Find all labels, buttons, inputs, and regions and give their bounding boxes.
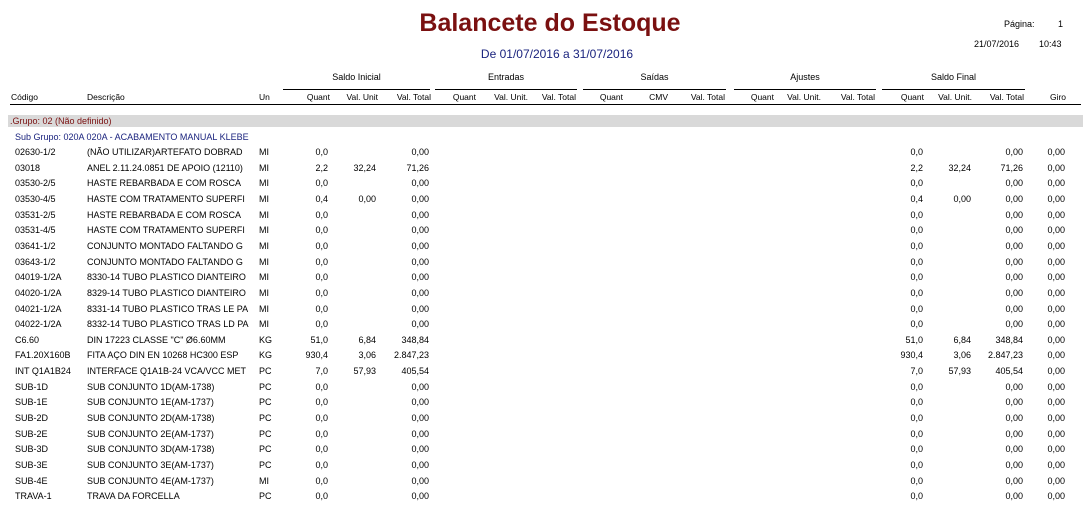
cell-si-val-total: 0,00 [411,210,429,220]
cell-codigo: 02630-1/2 [15,147,56,157]
subgroup-label: Sub Grupo: 020A 020A - ACABAMENTO MANUAL KLEBE [15,132,249,142]
cell-codigo: SUB-2E [15,429,48,439]
group-divider [283,89,430,90]
cell-giro: 0,00 [1047,350,1065,360]
col-en-val-unit: Val. Unit. [494,92,528,102]
cell-descricao: CONJUNTO MONTADO FALTANDO G [87,241,243,251]
cell-sf-val-total: 405,54 [995,366,1023,376]
cell-un: MI [259,178,269,188]
cell-sf-quant: 0,0 [910,241,923,251]
cell-si-val-total: 0,00 [411,397,429,407]
report-time: 10:43 [1039,39,1062,49]
cell-descricao: HASTE COM TRATAMENTO SUPERFI [87,225,245,235]
group-label: .Grupo: 02 (Não definido) [10,116,112,126]
cell-codigo: 04020-1/2A [15,288,62,298]
cell-sf-quant: 0,0 [910,257,923,267]
cell-descricao: 8329-14 TUBO PLASTICO DIANTEIRO [87,288,246,298]
col-giro: Giro [1049,92,1066,102]
cell-sf-val-total: 0,00 [1005,210,1023,220]
cell-un: MI [259,319,269,329]
cell-giro: 0,00 [1047,163,1065,173]
cell-codigo: TRAVA-1 [15,491,52,501]
cell-codigo: 03531-2/5 [15,210,56,220]
cell-sf-val-total: 0,00 [1005,304,1023,314]
cell-codigo: SUB-1D [15,382,49,392]
cell-giro: 0,00 [1047,210,1065,220]
cell-si-val-total: 0,00 [411,272,429,282]
col-en-val-total: Val. Total [541,92,576,102]
col-sf-val-unit: Val. Unit. [938,92,972,102]
cell-sf-quant: 0,0 [910,413,923,423]
cell-sf-quant: 7,0 [910,366,923,376]
cell-sf-quant: 2,2 [910,163,923,173]
group-saldo-inicial: Saldo Inicial [332,72,381,82]
cell-un: MI [259,210,269,220]
cell-sf-quant: 0,4 [910,194,923,204]
col-codigo: Código [11,92,38,102]
cell-si-val-unit: 57,93 [353,366,376,376]
cell-codigo: SUB-4E [15,476,48,486]
cell-un: MI [259,272,269,282]
cell-un: PC [259,429,272,439]
cell-codigo: 03643-1/2 [15,257,56,267]
cell-si-val-total: 71,26 [406,163,429,173]
cell-giro: 0,00 [1047,366,1065,376]
cell-si-val-total: 0,00 [411,491,429,501]
cell-sf-quant: 0,0 [910,491,923,501]
cell-si-quant: 0,0 [315,272,328,282]
cell-sf-quant: 0,0 [910,397,923,407]
cell-sf-quant: 0,0 [910,272,923,282]
cell-si-val-total: 0,00 [411,194,429,204]
cell-giro: 0,00 [1047,382,1065,392]
cell-si-val-total: 348,84 [401,335,429,345]
col-si-quant: Quant [306,92,330,102]
cell-sf-val-total: 0,00 [1005,319,1023,329]
cell-si-quant: 0,0 [315,476,328,486]
cell-giro: 0,00 [1047,397,1065,407]
col-aj-quant: Quant [750,92,774,102]
cell-si-quant: 0,0 [315,178,328,188]
cell-si-val-total: 0,00 [411,241,429,251]
cell-sf-val-total: 2.847,23 [987,350,1023,360]
cell-descricao: 8330-14 TUBO PLASTICO DIANTEIRO [87,272,246,282]
cell-codigo: SUB-1E [15,397,48,407]
cell-descricao: HASTE COM TRATAMENTO SUPERFI [87,194,245,204]
cell-si-quant: 7,0 [315,366,328,376]
cell-un: PC [259,397,272,407]
cell-un: KG [259,335,273,345]
group-divider [435,89,577,90]
cell-si-quant: 0,0 [315,397,328,407]
col-aj-val-total: Val. Total [840,92,875,102]
cell-si-quant: 0,0 [315,241,328,251]
cell-giro: 0,00 [1047,304,1065,314]
cell-si-val-unit: 32,24 [353,163,376,173]
cell-sf-quant: 0,0 [910,210,923,220]
cell-si-val-total: 0,00 [411,382,429,392]
cell-descricao: 8331-14 TUBO PLASTICO TRAS LE PA [87,304,249,314]
cell-sf-val-unit: 3,06 [953,350,971,360]
cell-un: MI [259,476,269,486]
cell-si-val-total: 405,54 [401,366,429,376]
col-aj-val-unit: Val. Unit. [787,92,821,102]
group-saldo-final: Saldo Final [930,72,977,82]
cell-descricao: SUB CONJUNTO 2E(AM-1737) [87,429,214,439]
cell-sf-val-total: 0,00 [1005,429,1023,439]
cell-sf-val-unit: 57,93 [948,366,971,376]
cell-giro: 0,00 [1047,491,1065,501]
cell-si-quant: 0,0 [315,304,328,314]
cell-giro: 0,00 [1047,460,1065,470]
cell-si-quant: 0,0 [315,257,328,267]
report-date: 21/07/2016 [974,39,1020,49]
group-divider [734,89,876,90]
header-rule [10,104,1081,105]
cell-un: PC [259,382,272,392]
cell-un: PC [259,460,272,470]
cell-descricao: FITA AÇO DIN EN 10268 HC300 ESP [87,350,239,360]
cell-descricao: DIN 17223 CLASSE "C" Ø6.60MM [87,335,226,345]
cell-descricao: SUB CONJUNTO 1D(AM-1738) [87,382,215,392]
cell-descricao: HASTE REBARBADA E COM ROSCA [87,210,242,220]
cell-si-quant: 0,0 [315,147,328,157]
cell-codigo: SUB-2D [15,413,49,423]
cell-sf-val-total: 0,00 [1005,178,1023,188]
cell-si-quant: 0,0 [315,225,328,235]
cell-sf-val-total: 0,00 [1005,476,1023,486]
cell-sf-quant: 0,0 [910,382,923,392]
cell-codigo: 03531-4/5 [15,225,56,235]
cell-un: MI [259,288,269,298]
cell-sf-val-unit: 0,00 [953,194,971,204]
cell-sf-val-total: 0,00 [1005,382,1023,392]
cell-codigo: 04021-1/2A [15,304,62,314]
cell-sf-quant: 0,0 [910,288,923,298]
cell-sf-quant: 0,0 [910,444,923,454]
cell-codigo: 03530-2/5 [15,178,56,188]
cell-descricao: ANEL 2.11.24.0851 DE APOIO (12110) [87,163,243,173]
cell-codigo: 03641-1/2 [15,241,56,251]
cell-descricao: SUB CONJUNTO 4E(AM-1737) [87,476,214,486]
cell-si-quant: 0,0 [315,460,328,470]
cell-descricao: HASTE REBARBADA E COM ROSCA [87,178,242,188]
cell-sf-val-total: 348,84 [995,335,1023,345]
col-un: Un [259,92,270,102]
cell-sf-quant: 0,0 [910,147,923,157]
col-sf-val-total: Val. Total [989,92,1024,102]
cell-si-quant: 930,4 [305,350,328,360]
col-si-val-unit: Val. Unit [346,92,378,102]
report-period: De 01/07/2016 a 31/07/2016 [480,47,634,61]
cell-sf-val-total: 0,00 [1005,288,1023,298]
cell-si-val-total: 0,00 [411,413,429,423]
cell-giro: 0,00 [1047,147,1065,157]
cell-un: PC [259,366,272,376]
cell-sf-val-total: 0,00 [1005,272,1023,282]
cell-sf-val-total: 0,00 [1005,225,1023,235]
cell-descricao: SUB CONJUNTO 3D(AM-1738) [87,444,215,454]
cell-sf-quant: 0,0 [910,429,923,439]
group-divider [583,89,726,90]
cell-codigo: 04019-1/2A [15,272,62,282]
cell-un: MI [259,225,269,235]
cell-si-quant: 0,0 [315,210,328,220]
cell-si-quant: 0,0 [315,429,328,439]
cell-sf-val-total: 0,00 [1005,194,1023,204]
col-sa-quant: Quant [599,92,623,102]
cell-si-quant: 0,0 [315,413,328,423]
group-entradas: Entradas [487,72,525,82]
cell-giro: 0,00 [1047,194,1065,204]
cell-giro: 0,00 [1047,429,1065,439]
cell-giro: 0,00 [1047,225,1065,235]
cell-sf-val-total: 0,00 [1005,241,1023,251]
cell-giro: 0,00 [1047,413,1065,423]
cell-si-val-total: 0,00 [411,476,429,486]
cell-si-quant: 51,0 [310,335,328,345]
cell-un: PC [259,491,272,501]
cell-sf-quant: 0,0 [910,319,923,329]
cell-descricao: CONJUNTO MONTADO FALTANDO G [87,257,243,267]
cell-si-quant: 0,0 [315,382,328,392]
cell-si-quant: 0,0 [315,319,328,329]
cell-sf-quant: 0,0 [910,460,923,470]
cell-codigo: 04022-1/2A [15,319,62,329]
group-divider [882,89,1025,90]
cell-si-val-total: 2.847,23 [393,350,429,360]
cell-si-val-total: 0,00 [411,304,429,314]
cell-si-quant: 0,4 [315,194,328,204]
cell-giro: 0,00 [1047,335,1065,345]
cell-sf-val-total: 71,26 [1000,163,1023,173]
cell-descricao: TRAVA DA FORCELLA [87,491,180,501]
group-ajustes: Ajustes [790,72,820,82]
cell-codigo: C6.60 [15,335,40,345]
cell-un: KG [259,350,273,360]
cell-giro: 0,00 [1047,476,1065,486]
cell-descricao: 8332-14 TUBO PLASTICO TRAS LD PA [87,319,249,329]
cell-sf-val-total: 0,00 [1005,444,1023,454]
cell-giro: 0,00 [1047,257,1065,267]
cell-descricao: SUB CONJUNTO 1E(AM-1737) [87,397,214,407]
cell-un: MI [259,304,269,314]
cell-si-quant: 0,0 [315,288,328,298]
group-row-background [8,115,1083,127]
cell-si-val-total: 0,00 [411,225,429,235]
cell-codigo: FA1.20X160B [15,350,71,360]
cell-codigo: SUB-3D [15,444,49,454]
cell-un: MI [259,147,269,157]
cell-sf-val-total: 0,00 [1005,413,1023,423]
cell-si-val-unit: 6,84 [358,335,376,345]
cell-un: MI [259,163,269,173]
cell-giro: 0,00 [1047,272,1065,282]
cell-giro: 0,00 [1047,288,1065,298]
col-sf-quant: Quant [900,92,924,102]
cell-si-val-total: 0,00 [411,319,429,329]
page-number: 1 [1058,19,1064,29]
cell-si-val-total: 0,00 [411,147,429,157]
cell-si-quant: 0,0 [315,491,328,501]
cell-sf-val-total: 0,00 [1005,147,1023,157]
col-en-quant: Quant [452,92,476,102]
cell-sf-val-total: 0,00 [1005,460,1023,470]
cell-si-val-total: 0,00 [411,178,429,188]
col-sa-cmv: CMV [649,92,668,102]
cell-giro: 0,00 [1047,319,1065,329]
cell-sf-val-unit: 32,24 [948,163,971,173]
cell-descricao: (NÃO UTILIZAR)ARTEFATO DOBRAD [87,147,243,157]
cell-si-val-unit: 0,00 [358,194,376,204]
cell-si-val-total: 0,00 [411,429,429,439]
cell-si-quant: 2,2 [315,163,328,173]
cell-si-val-total: 0,00 [411,288,429,298]
cell-sf-quant: 0,0 [910,304,923,314]
cell-sf-quant: 51,0 [905,335,923,345]
cell-un: PC [259,413,272,423]
cell-giro: 0,00 [1047,444,1065,454]
cell-sf-quant: 0,0 [910,178,923,188]
cell-sf-val-total: 0,00 [1005,491,1023,501]
cell-un: MI [259,241,269,251]
cell-codigo: INT Q1A1B24 [15,366,71,376]
cell-si-val-total: 0,00 [411,460,429,470]
cell-sf-quant: 930,4 [900,350,923,360]
cell-sf-quant: 0,0 [910,476,923,486]
cell-un: MI [259,257,269,267]
cell-giro: 0,00 [1047,178,1065,188]
cell-un: MI [259,194,269,204]
cell-sf-quant: 0,0 [910,225,923,235]
cell-sf-val-unit: 6,84 [953,335,971,345]
cell-sf-val-total: 0,00 [1005,257,1023,267]
cell-codigo: SUB-3E [15,460,48,470]
cell-codigo: 03530-4/5 [15,194,56,204]
cell-un: PC [259,444,272,454]
cell-si-val-total: 0,00 [411,444,429,454]
cell-giro: 0,00 [1047,241,1065,251]
cell-descricao: SUB CONJUNTO 2D(AM-1738) [87,413,215,423]
cell-sf-val-total: 0,00 [1005,397,1023,407]
cell-descricao: SUB CONJUNTO 3E(AM-1737) [87,460,214,470]
cell-descricao: INTERFACE Q1A1B-24 VCA/VCC MET [87,366,247,376]
cell-si-val-unit: 3,06 [358,350,376,360]
col-descricao: Descrição [87,92,125,102]
col-si-val-total: Val. Total [396,92,431,102]
report-title: Balancete do Estoque [419,9,681,37]
cell-si-val-total: 0,00 [411,257,429,267]
group-saidas: Saídas [640,72,669,82]
cell-codigo: 03018 [15,163,41,173]
col-sa-val-total: Val. Total [690,92,725,102]
page-label: Página: [1004,19,1035,29]
cell-si-quant: 0,0 [315,444,328,454]
